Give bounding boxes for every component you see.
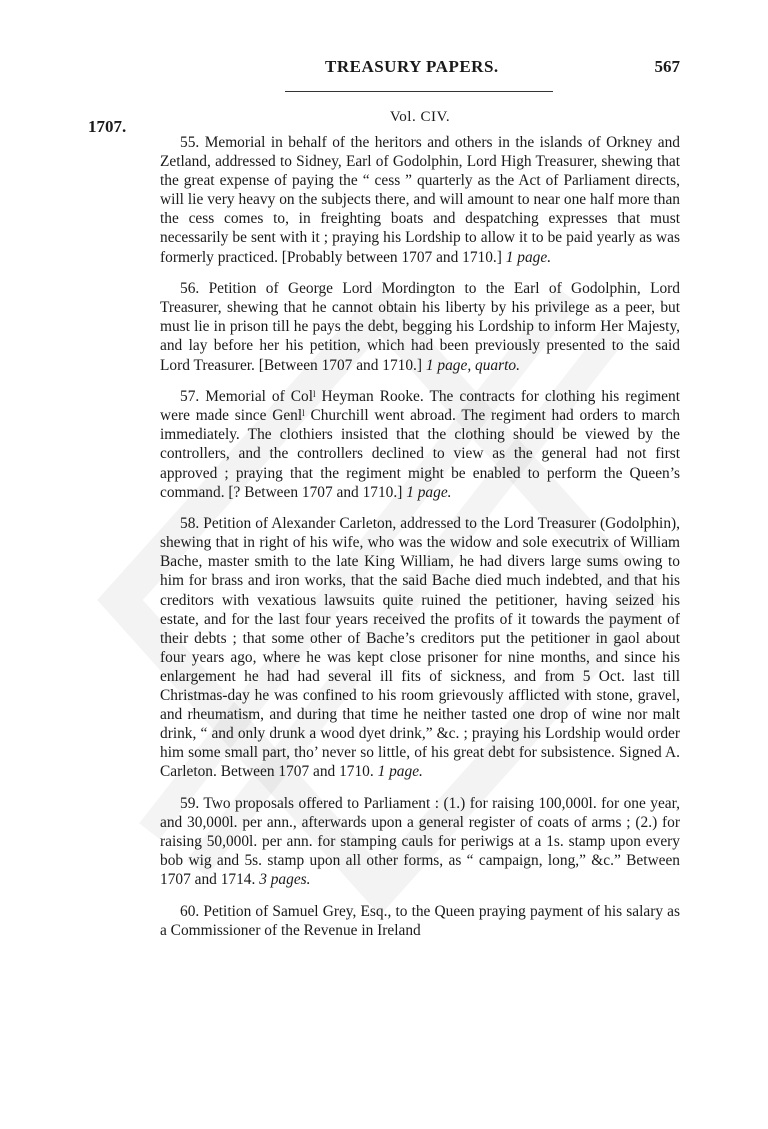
entry-text: 59. Two proposals offered to Parliament : (1.) for raising 100,000l. for one year, and 30,000l. per ann., afterwards upon a general register of coats of arms ; (2.) for raising 50,000l. per ann. for stamping cauls for periwigs at a 1s. stamp upon every bob wig and 5s. stamp upon all other forms, as “ campaign, long,” &c.” Between 1707 and 1714. [160, 795, 680, 889]
entry-text: 56. Petition of George Lord Mordington to the Earl of Godolphin, Lord Treasurer, shewing that he cannot obtain his liberty by his privilege as a peer, but must lie in prison till he pays the debt, begging his Lordship to inform Her Majesty, and lay before her his petition, which had been previously presented to the said Lord Treasurer. [Between 1707 and 1710.] [160, 280, 680, 374]
margin-year: 1707. [88, 117, 127, 136]
entry-text: 55. Memorial in behalf of the heritors and others in the islands of Orkney and Zetland, addressed to Sidney, Earl of Godolphin, Lord High Treasurer, shewing that the great expense of paying the “ cess ” quarterly as the Act of Parliament directs, will lie very heavy on the subjects there, and will amount to near one half more than the cess comes to, in freighting boats and despatching expresses that must necessarily be sent with it ; praying his Lordship to allow it to be paid yearly as was formerly practiced. [Probably between 1707 and 1710.] [160, 134, 680, 266]
running-head [160, 57, 680, 81]
body-text [160, 133, 680, 953]
running-title: TREASURY PAPERS. [325, 57, 499, 76]
entry-60 [160, 902, 680, 940]
entry-text: 57. Memorial of Colˡ Heyman Rooke. The contracts for clothing his regiment were made since Genlˡ Churchill went abroad. The regiment had orders to march immediately. The clothiers insisted that the clothing should be viewed by the controllers, and the controllers declined to view as the general had not first approved ; praying that the regiment might be enabled to perform the Queen’s command. [? Between 1707 and 1710.] [160, 388, 680, 501]
entry-56 [160, 279, 680, 374]
entry-pages: 1 page, quarto. [425, 356, 520, 374]
entry-pages: 1 page. [505, 248, 552, 266]
page-number: 567 [654, 57, 680, 76]
entry-text: 58. Petition of Alexander Carleton, addressed to the Lord Treasurer (Godolphin), shewing that in right of his wife, who was the widow and sole executrix of William Bache, master smith to the late King William, he had divers large sums owing to him for brass and iron works, that the said Bache died much indebted, and that his creditors with vexatious lawsuits quite ruined the petitioner, having seized his estate, and for the last four years received the profits of it towards the payment of their debts ; that some other of Bache’s creditors put the petitioner in gaol about four years ago, where he was kept close prisoner for nine months, and since his enlargement he had had several ill fits of sickness, and from 5 Oct. last till Christmas-day he was confined to his room grievously afflicted with stone, gravel, and rheumatism, and during that time he neither tasted one drop of wine nor malt drink, “ and only drunk a wood dyet drink,” &c. ; praying his Lordship would order him some small part, tho’ never so little, of his great debt for subsistence. Signed A. Carleton. Between 1707 and 1710. [160, 515, 680, 781]
entry-pages: 1 page. [377, 763, 423, 781]
entry-59 [160, 794, 680, 889]
volume-heading: Vol. CIV. [389, 109, 451, 125]
entry-57 [160, 387, 680, 502]
header-rule [285, 91, 553, 92]
entry-pages: 1 page. [406, 483, 452, 501]
entry-58 [160, 514, 680, 781]
entry-55 [160, 133, 680, 267]
entry-text: 60. Petition of Samuel Grey, Esq., to the Queen praying payment of his salary as a Commissioner of the Revenue in Ireland [160, 902, 680, 940]
entry-pages: 3 pages. [259, 871, 311, 889]
